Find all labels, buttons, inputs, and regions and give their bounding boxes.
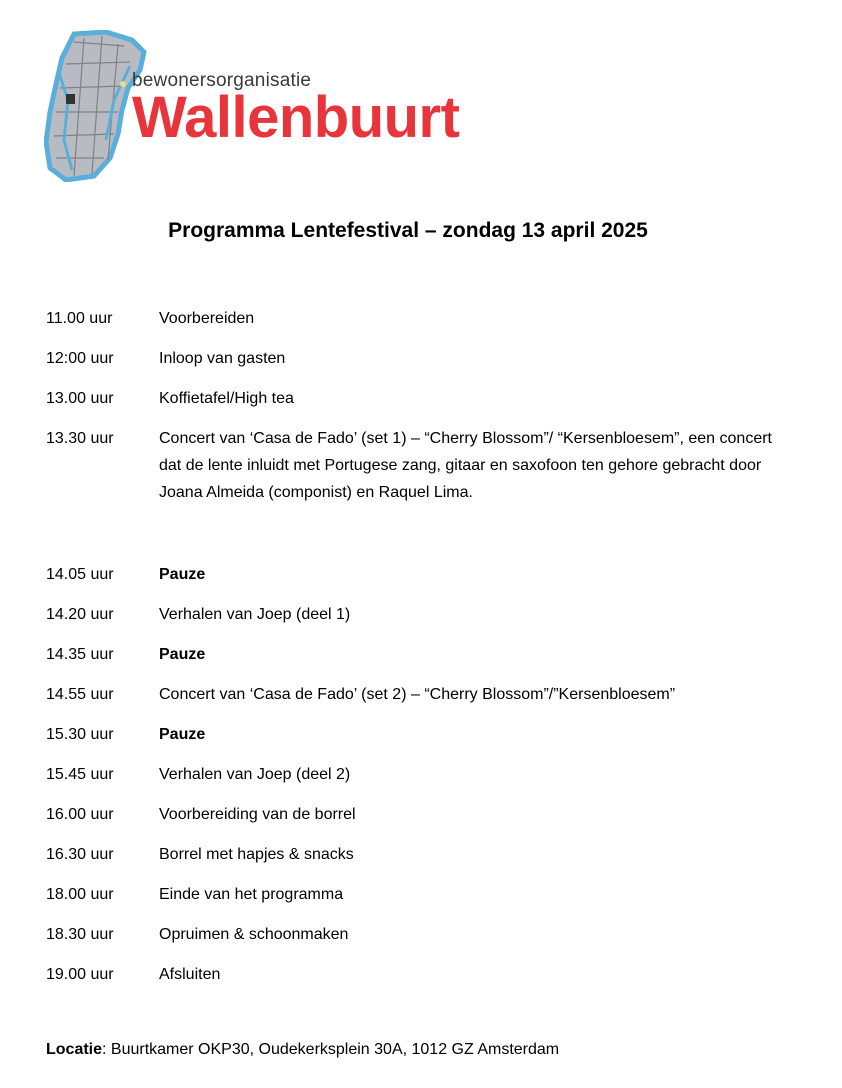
schedule-time: 18.00 uur — [46, 886, 114, 903]
schedule-description: Voorbereiden — [159, 310, 255, 327]
schedule-description: Pauze — [159, 726, 206, 743]
schedule-row — [46, 841, 786, 868]
schedule-description: Verhalen van Joep (deel 2) — [159, 766, 351, 783]
schedule-time: 14.55 uur — [46, 686, 114, 703]
location-label: Locatie — [46, 1041, 103, 1058]
schedule-time: 18.30 uur — [46, 926, 114, 943]
logo-wordmark: Wallenbuurt — [132, 85, 460, 150]
schedule-time: 11.00 uur — [46, 310, 113, 327]
schedule-description: Concert van ‘Casa de Fado’ (set 2) – “Cherry Blossom”/”Kersenbloesem” — [159, 686, 676, 703]
schedule-time: 14.20 uur — [46, 606, 114, 623]
schedule-time: 13.30 uur — [46, 430, 114, 447]
schedule-description: Borrel met hapjes & snacks — [159, 846, 354, 863]
schedule-row — [46, 761, 786, 788]
schedule-row — [46, 641, 786, 668]
schedule-time: 19.00 uur — [46, 966, 114, 983]
schedule-row — [46, 961, 786, 988]
schedule-row — [46, 801, 786, 828]
location-text: : Buurtkamer OKP30, Oudekerksplein 30A, 1012 GZ Amsterdam — [102, 1041, 560, 1058]
logo — [44, 30, 524, 185]
schedule-time: 14.05 uur — [46, 566, 114, 583]
schedule-time: 15.45 uur — [46, 766, 114, 783]
schedule-row — [46, 385, 786, 412]
schedule-row — [46, 721, 786, 748]
schedule-time: 15.30 uur — [46, 726, 114, 743]
schedule-description: Einde van het programma — [159, 886, 344, 903]
schedule-row — [46, 921, 786, 948]
schedule-description: Opruimen & schoonmaken — [159, 926, 349, 943]
schedule-time: 14.35 uur — [46, 646, 114, 663]
location-line — [46, 1038, 559, 1062]
schedule-row — [46, 425, 786, 506]
schedule-list — [46, 305, 786, 1001]
logo-subtitle: bewonersorganisatie — [132, 70, 312, 91]
schedule-description: Voorbereiding van de borrel — [159, 806, 356, 823]
schedule-time: 16.30 uur — [46, 846, 114, 863]
schedule-description: Concert van ‘Casa de Fado’ (set 1) – “Cherry Blossom”/ “Kersenbloesem”, een concert dat de lente inluidt met Portugese zang, gitaar en saxofoon ten gehore gebracht door Joana Almeida (componist) en Raquel Lima. — [159, 430, 772, 501]
schedule-description: Pauze — [159, 566, 206, 583]
schedule-row — [46, 881, 786, 908]
schedule-description: Verhalen van Joep (deel 1) — [159, 606, 351, 623]
schedule-description: Koffietafel/High tea — [159, 390, 294, 407]
schedule-description: Afsluiten — [159, 966, 221, 983]
schedule-row — [46, 345, 786, 372]
schedule-description: Inloop van gasten — [159, 350, 286, 367]
schedule-row — [46, 561, 786, 588]
schedule-row — [46, 601, 786, 628]
schedule-description: Pauze — [159, 646, 206, 663]
schedule-time: 13.00 uur — [46, 390, 114, 407]
schedule-time: 12:00 uur — [46, 350, 114, 367]
page-title: Programma Lentefestival – zondag 13 april 2025 — [168, 219, 648, 242]
schedule-time: 16.00 uur — [46, 806, 114, 823]
schedule-row — [46, 305, 786, 332]
schedule-row — [46, 681, 786, 708]
